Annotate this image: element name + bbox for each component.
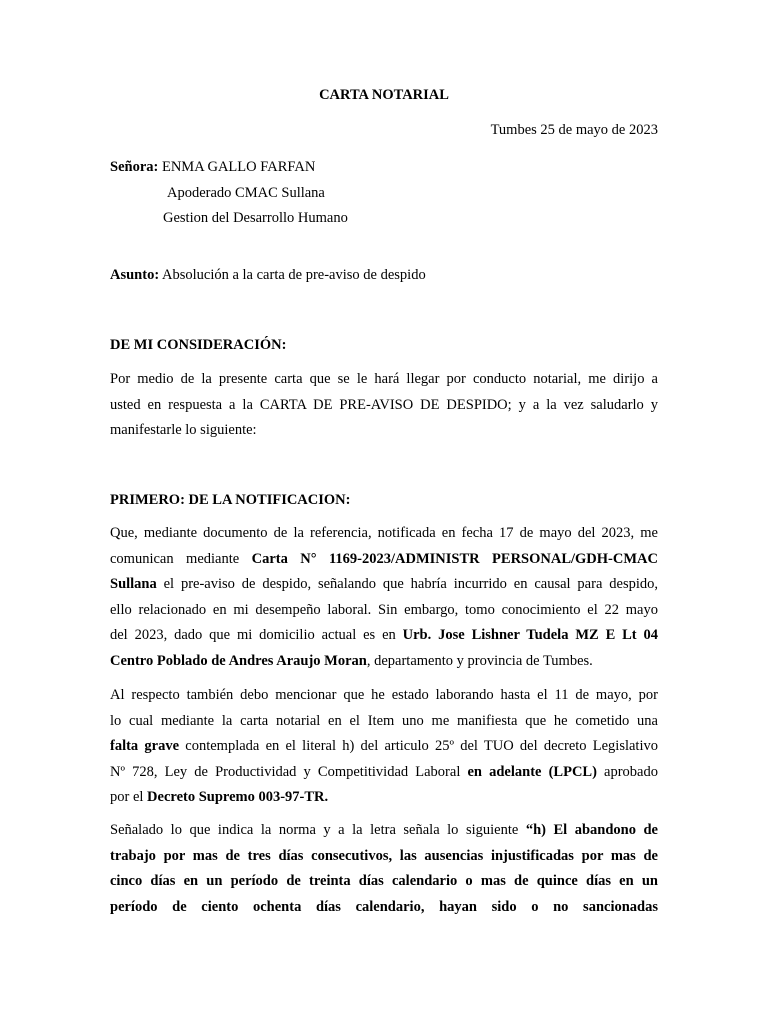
- recipient-block: [110, 155, 658, 232]
- p2-line-2: lo cual mediante la carta notarial en el Item uno me manifiesta que he cometido una: [110, 712, 658, 729]
- document-title: CARTA NOTARIAL: [319, 87, 449, 103]
- decreto-supremo: Decreto Supremo 003-97-TR.: [147, 789, 329, 805]
- salutation: DE MI CONSIDERACIÓN:: [110, 337, 287, 353]
- p2-line-4: Nº 728, Ley de Productividad y Competitividad Laboral en adelante (LPCL) aprobado: [110, 763, 658, 780]
- p2-line-3: falta grave contemplada en el literal h) del articulo 25º del TUO del decreto Legislativo: [110, 738, 658, 754]
- carta-reference-cont: Sullana: [110, 576, 157, 592]
- address: Urb. Jose Lishner Tudela MZ E Lt 04: [402, 627, 658, 643]
- p3-line-1: Señalado lo que indica la norma y a la letra señala lo siguiente “h) El abandono de: [110, 822, 658, 838]
- recipient-label: Señora:: [110, 159, 159, 175]
- norma-quote-start: “h) El abandono de: [525, 822, 658, 838]
- intro-line-1: Por medio de la presente carta que se le hará llegar por conducto notarial, me dirijo a: [110, 371, 658, 387]
- section-heading-primero: PRIMERO: DE LA NOTIFICACION:: [110, 492, 351, 508]
- letter-date: Tumbes 25 de mayo de 2023: [490, 122, 658, 138]
- p1-line-2: comunican mediante Carta N° 1169-2023/ADMINISTR PERSONAL/GDH-CMAC: [110, 550, 658, 567]
- p3-line-4: período de ciento ochenta días calendario, hayan sido o no sancionadas: [110, 898, 658, 915]
- p3-line-2: trabajo por mas de tres días consecutivos, las ausencias injustificadas por mas de: [110, 847, 658, 864]
- p1-line-3: Sullana el pre-aviso de despido, señalando que habría incurrido en causal para despido,: [110, 576, 658, 592]
- intro-line-2: usted en respuesta a la CARTA DE PRE-AVISO DE DESPIDO; y a la vez saludarlo y: [110, 396, 658, 413]
- paragraph-norma: [110, 818, 658, 920]
- p2-line-1: Al respecto también debo mencionar que he estado laborando hasta el 11 de mayo, por: [110, 687, 658, 703]
- p1-line-5: del 2023, dado que mi domicilio actual es en Urb. Jose Lishner Tudela MZ E Lt 04: [110, 627, 658, 643]
- paragraph-notificacion: [110, 521, 658, 674]
- intro-paragraph: [110, 367, 658, 444]
- subject-text: Absolución a la carta de pre-aviso de despido: [161, 267, 426, 283]
- p2-line-5: por el Decreto Supremo 003-97-TR.: [110, 789, 329, 805]
- p3-line-3: cinco días en un período de treinta días calendario o mas de quince días en un: [110, 873, 658, 889]
- intro-line-3: manifestarle lo siguiente:: [110, 422, 257, 438]
- recipient-name: ENMA GALLO FARFAN: [161, 159, 316, 175]
- letter-page: [110, 0, 658, 1024]
- recipient-name-line: [110, 155, 658, 181]
- recipient-department: Gestion del Desarrollo Humano: [163, 210, 348, 226]
- subject-line: [110, 265, 426, 285]
- address-cont: Centro Poblado de Andres Araujo Moran: [110, 652, 367, 669]
- p1-line-1: Que, mediante documento de la referencia, notificada en fecha 17 de mayo del 2023, me: [110, 525, 658, 541]
- recipient-role: Apoderado CMAC Sullana: [167, 184, 325, 201]
- carta-reference: Carta N° 1169-2023/ADMINISTR PERSONAL/GDH-CMAC: [251, 550, 658, 567]
- lpcl: en adelante (LPCL): [467, 763, 597, 780]
- paragraph-respecto: [110, 683, 658, 811]
- p1-line-4: ello relacionado en mi desempeño laboral. Sin embargo, tomo conocimiento el 22 mayo: [110, 601, 658, 618]
- falta-grave: falta grave: [110, 738, 180, 754]
- p1-line-6: Centro Poblado de Andres Araujo Moran, departamento y provincia de Tumbes.: [110, 652, 593, 669]
- subject-label: Asunto:: [110, 267, 160, 283]
